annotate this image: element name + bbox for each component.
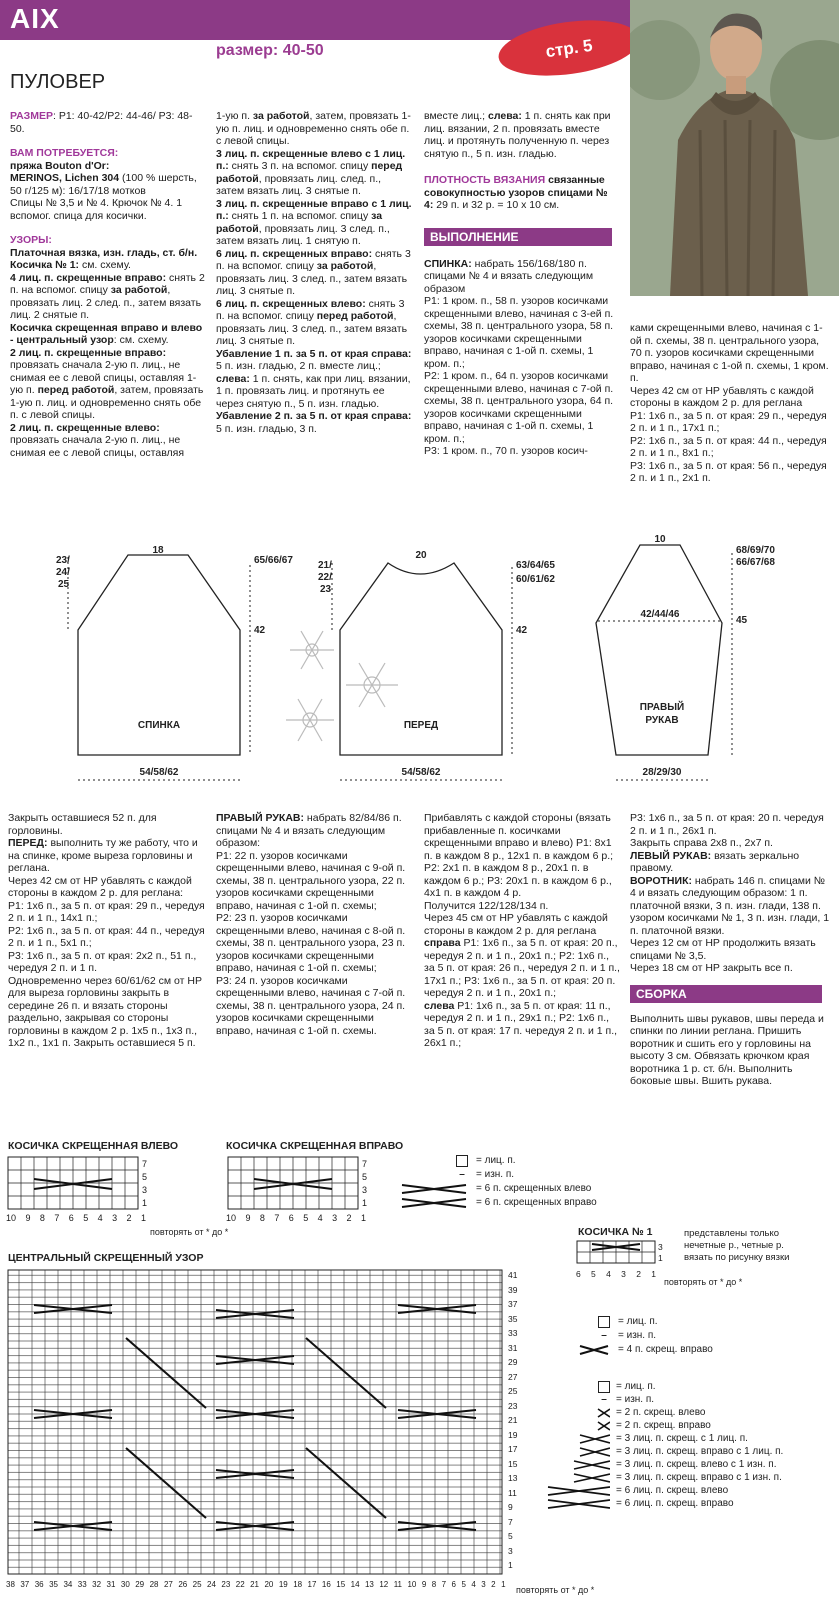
back-width-dim: 54/58/62 bbox=[139, 767, 179, 778]
central-chart-grid bbox=[6, 1268, 506, 1576]
col5-text-4: Р1: 1х6 п., за 5 п. от края: 29 п., чередуя 2 п. и 1 п., 14х1 п.; bbox=[8, 899, 205, 924]
col-number: 17 bbox=[307, 1580, 317, 1589]
row-number: 1 bbox=[658, 1253, 663, 1263]
front-piece bbox=[318, 550, 555, 780]
col-number: 20 bbox=[264, 1580, 274, 1589]
col-number: 37 bbox=[20, 1580, 30, 1589]
density-title: ПЛОТНОСТЬ ВЯЗАНИЯ bbox=[424, 174, 546, 186]
front-left-dim-3: 23 bbox=[320, 584, 332, 595]
chart-right-title: КОСИЧКА СКРЕЩЕННАЯ ВПРАВО bbox=[226, 1140, 404, 1152]
knit-icon bbox=[598, 1316, 610, 1328]
front-height-dim: 42 bbox=[516, 625, 528, 636]
page-title: ПУЛОВЕР bbox=[10, 71, 106, 93]
col-number: 15 bbox=[336, 1580, 346, 1589]
central-chart-title: ЦЕНТРАЛЬНЫЙ СКРЕЩЕННЫЙ УЗОР bbox=[8, 1252, 204, 1264]
kos1-grid bbox=[576, 1240, 660, 1268]
col-number: 2 bbox=[491, 1580, 496, 1589]
col7-text-3a: Через 45 см от НР убавлять с каждой стороны в каждом 2 р. для реглана bbox=[424, 912, 608, 937]
row-number: 11 bbox=[508, 1487, 517, 1498]
left-chart-rows bbox=[142, 1158, 147, 1210]
col-number: 6 bbox=[451, 1580, 456, 1589]
front-right-dim-1: 63/64/65 bbox=[516, 560, 555, 571]
col5-text-6: Р3: 1х6 п., за 5 п. от края: 2х2 п., 51 п., чередуя 2 п. и 1 п. bbox=[8, 949, 197, 974]
col2-title-3: 3 лиц. п. скрещенные вправо с 1 лиц. п.: bbox=[216, 197, 412, 222]
pattern-5-title: 2 лиц. п. скрещенные вправо: bbox=[10, 346, 167, 359]
col-number: 3 bbox=[481, 1580, 486, 1589]
yarn-brand: пряжа Bouton d'Or: bbox=[10, 159, 110, 172]
col-number: 10 bbox=[407, 1580, 417, 1589]
section-assembly: СБОРКА bbox=[630, 985, 822, 1003]
right-chart-rows bbox=[362, 1158, 367, 1210]
back-left-dim-1: 23/ bbox=[56, 555, 70, 566]
col-number: 10 bbox=[6, 1213, 17, 1223]
cross-6-left-icon bbox=[546, 1485, 610, 1497]
col2-text-4a: снять 3 п. на вспомог. спицу bbox=[216, 247, 411, 272]
col-number: 4 bbox=[317, 1213, 323, 1223]
row-number: 27 bbox=[508, 1371, 518, 1382]
back-piece bbox=[56, 545, 293, 780]
legend3-6-left: = 6 лиц. п. скрещ. влево bbox=[616, 1484, 729, 1496]
sleeve-height-dim: 45 bbox=[736, 615, 748, 626]
cross-3-1-right-icon bbox=[546, 1446, 610, 1458]
sleeve-width-dim: 42/44/46 bbox=[640, 609, 680, 620]
col-number: 26 bbox=[178, 1580, 188, 1589]
kos1-note-1: представлены только bbox=[684, 1228, 780, 1239]
row-number: 35 bbox=[508, 1313, 518, 1324]
pattern-4-text: : см. схему. bbox=[113, 334, 169, 346]
col-number: 29 bbox=[135, 1580, 145, 1589]
pattern-1: Платочная вязка, изн. гладь, ст. б/н. bbox=[10, 246, 198, 259]
col-number: 38 bbox=[6, 1580, 15, 1589]
back-text: набрать 156/168/180 п. спицами № 4 и вязать следующим образом bbox=[424, 257, 594, 295]
col3-text-1c: 1 п. снять как при лиц. вязании, 2 п. провязать вместе лиц. и протянуть полученную п. через снятую п., 5 п. изн. гладью. bbox=[424, 110, 611, 160]
legend3-3-1: = 3 лиц. п. скрещ. с 1 лиц. п. bbox=[616, 1432, 748, 1444]
pattern-3-title: 4 лиц. п. скрещенные вправо: bbox=[10, 271, 167, 284]
col-number: 27 bbox=[163, 1580, 173, 1589]
brand-logo: AIX bbox=[10, 3, 60, 34]
repeat-note-1: повторять от * до * bbox=[150, 1227, 229, 1237]
cross-2-right-icon bbox=[546, 1420, 610, 1432]
density-text-a: связанные совокупностью узоров спицами № 4: bbox=[424, 174, 608, 211]
cross-left-icon bbox=[400, 1183, 468, 1195]
col2-text-7: 5 п. изн. гладью, 3 п. bbox=[216, 422, 317, 435]
col8-text-1: Р3: 1х6 п., за 5 п. от края: 20 п. чередуя 2 п. и 1 п., 26х1 п. bbox=[630, 812, 824, 837]
col3-text-1b: слева: bbox=[487, 110, 522, 122]
pattern-3-text-c: , провязать лиц. 2 след. п., затем вязать лиц. 2 снятые п. bbox=[10, 284, 202, 321]
row-number: 17 bbox=[508, 1444, 518, 1454]
density-text-b: 29 п. и 32 р. = 10 х 10 см. bbox=[433, 199, 560, 211]
legend3-2-right: = 2 п. скрещ. вправо bbox=[616, 1419, 711, 1431]
row-number: 25 bbox=[508, 1386, 518, 1396]
knit-icon bbox=[456, 1155, 468, 1167]
left-sleeve-title: ЛЕВЫЙ РУКАВ: bbox=[630, 849, 712, 862]
kos1-rows bbox=[658, 1242, 663, 1264]
col-number: 2 bbox=[636, 1269, 641, 1279]
sleeve-cuff-dim: 28/29/30 bbox=[642, 767, 682, 778]
back-label: СПИНКА bbox=[137, 720, 181, 731]
col7-text-4a: слева bbox=[424, 999, 455, 1012]
col-number: 36 bbox=[34, 1580, 44, 1589]
pattern-6-text: провязать сначала 2-ую п. лиц., не снимая ее с левой спицы, оставляя bbox=[10, 434, 185, 459]
column-7 bbox=[424, 812, 620, 1050]
row-number: 31 bbox=[508, 1342, 518, 1353]
row-number: 19 bbox=[508, 1429, 518, 1440]
row-number: 7 bbox=[142, 1159, 148, 1169]
sleeve-piece bbox=[596, 534, 775, 780]
kos1-note-3: вязать по рисунку вязки bbox=[684, 1252, 790, 1263]
col-number: 9 bbox=[25, 1213, 31, 1223]
sleeve-right-dim-2: 66/67/68 bbox=[736, 557, 775, 568]
col2-title-2: 3 лиц. п. скрещенные влево с 1 лиц. п.: bbox=[216, 147, 406, 172]
col4-text-3: Р1: 1х6 п., за 5 п. от края: 29 п., чередуя 2 п. и 1 п., 17х1 п.; bbox=[630, 409, 827, 434]
row-number: 7 bbox=[362, 1159, 368, 1169]
pattern-4-title: Косичка скрещенная вправо и влево - центральный узор bbox=[10, 321, 203, 346]
col2-text-2c: , провязать лиц. след. п., затем вязать лиц. 3 снятые п. bbox=[216, 172, 382, 197]
central-col-numbers bbox=[6, 1578, 506, 1591]
col4-text-2: Через 42 см от НР убавлять с каждой стороны в каждом 2 р. для реглана bbox=[630, 384, 814, 409]
col-number: 7 bbox=[54, 1213, 60, 1223]
column-6 bbox=[216, 812, 412, 1037]
legend3-purl: = изн. п. bbox=[616, 1393, 655, 1405]
col4-text-5: Р3: 1х6 п., за 5 п. от края: 56 п., чередуя 2 п. и 1 п., 2х1 п. bbox=[630, 459, 827, 484]
size-label: РАЗМЕР bbox=[10, 110, 53, 122]
needles-text: Спицы № 3,5 и № 4. Крючок № 4. 1 вспомог. спица для косички. bbox=[10, 197, 183, 222]
col-number: 4 bbox=[471, 1580, 476, 1589]
legend2-knit: = лиц. п. bbox=[618, 1316, 658, 1327]
col-number: 5 bbox=[83, 1213, 89, 1223]
col2-text-3b: за работой bbox=[216, 210, 383, 235]
col-number: 1 bbox=[651, 1269, 656, 1279]
back-top-dim: 18 bbox=[152, 545, 164, 556]
sleeve-top-dim: 10 bbox=[654, 534, 666, 545]
col2-title-7: Убавление 2 п. за 5 п. от края справа: bbox=[216, 410, 412, 422]
col5-text-5: Р2: 1х6 п., за 5 п. от края: 44 п., чередуя 2 п. и 1 п., 5х1 п.; bbox=[8, 924, 205, 949]
size-text: : Р1: 40-42/Р2: 44-46/ Р3: 48-50. bbox=[10, 110, 193, 135]
materials-title: ВАМ ПОТРЕБУЕТСЯ: bbox=[10, 147, 119, 159]
col-number: 2 bbox=[126, 1213, 132, 1223]
col-number: 32 bbox=[92, 1580, 102, 1589]
col-number: 7 bbox=[274, 1213, 280, 1223]
back-row-3: Р3: 1 кром. п., 70 п. узоров косич- bbox=[424, 445, 588, 457]
kos1-cols bbox=[576, 1268, 656, 1281]
col-number: 6 bbox=[68, 1213, 74, 1223]
col-number: 8 bbox=[39, 1213, 45, 1223]
back-row-1: Р1: 1 кром. п., 58 п. узоров косичками скрещенными влево, начиная с 3-ей п. схемы, 38 п. центрального узора, 58 п. узоров косичками скрещенными вправо, начиная с 1-ой п. схемы, 1 кром. п.; bbox=[424, 295, 614, 370]
col2-text-6c: 1 п. снять, как при лиц. вязании, 1 п. провязать лиц. и протянуть ее через снятую п., 5 п. изн. гладью. bbox=[216, 372, 411, 410]
assembly-text: Выполнить швы рукавов, швы переда и спинки по линии реглана. Пришить воротник и сшить его у горловины на высоту 3 см. Обвязать крючком края воротника 1 р. ст. б/н. Выполнить боковые швы. Вшить рукава. bbox=[630, 1012, 824, 1087]
row-number: 5 bbox=[362, 1172, 368, 1182]
back-row-2: Р2: 1 кром. п., 64 п. узоров косичками скрещенными влево, начиная с 7-ой п. схемы, 38 п. центрального узора, 64 п. узоров косичками скрещенными вправо, начиная с 1-ой п. схемы, 1 кром. п.; bbox=[424, 370, 614, 445]
col-number: 5 bbox=[461, 1580, 466, 1589]
row-number: 15 bbox=[508, 1458, 518, 1469]
column-2 bbox=[216, 110, 412, 435]
back-left-dim-3: 25 bbox=[58, 579, 70, 590]
col-number: 33 bbox=[77, 1580, 87, 1589]
col-number: 28 bbox=[149, 1580, 159, 1589]
row-number: 1 bbox=[508, 1560, 513, 1570]
col-number: 16 bbox=[321, 1580, 331, 1589]
sleeve-label-2: РУКАВ bbox=[645, 715, 679, 726]
pattern-5-text-b: перед работой bbox=[37, 384, 115, 396]
pattern-5-text-c: , затем, провязать 1-ую п. лиц. и одновременно снять обе п. с левой спицы. bbox=[10, 384, 204, 421]
col-number: 31 bbox=[106, 1580, 116, 1589]
col5-text-3: Через 42 см от НР убавлять с каждой стороны в каждом 2 р. для реглана: bbox=[8, 874, 192, 899]
legend3-6-right: = 6 лиц. п. скрещ. вправо bbox=[616, 1497, 734, 1509]
right-sleeve-title: ПРАВЫЙ РУКАВ: bbox=[216, 812, 305, 824]
row-number: 41 bbox=[508, 1270, 518, 1280]
legend3-3-1-right: = 3 лиц. п. скрещ. вправо с 1 лиц. п. bbox=[616, 1445, 784, 1457]
col-number: 24 bbox=[207, 1580, 216, 1589]
column-3 bbox=[424, 110, 616, 458]
row-number: 21 bbox=[508, 1415, 518, 1425]
legend3-3-1p-left: = 3 лиц. п. скрещ. влево с 1 изн. п. bbox=[616, 1458, 777, 1470]
col-number: 25 bbox=[192, 1580, 202, 1589]
col-number: 8 bbox=[259, 1213, 265, 1223]
legend-purl: = изн. п. bbox=[476, 1169, 515, 1180]
cross-2-left-icon bbox=[546, 1407, 610, 1419]
front-left-dim-2: 22/ bbox=[318, 572, 332, 583]
back-left-dim-2: 24/ bbox=[56, 567, 70, 578]
col-number: 30 bbox=[120, 1580, 130, 1589]
col5-text-7: Одновременно через 60/61/62 см от НР для выреза горловины закрыть в середине 26 п. и вязать стороны раздельно, закрывая со стороны горловины в каждом 2 р. 1х5 п., 1х3 п., 1х2 п., 1х1 п. Закрыть оставшиеся 5 п. bbox=[8, 974, 202, 1049]
col6-text-4: Р3: 24 п. узоров косичками скрещенными влево, начиная с 7-ой п. схемы, 38 п. центрального узора, 24 п. узоров косичками скрещенными вправо, начиная с 1-ой п. схемы. bbox=[216, 974, 406, 1037]
legend3-3-1p-right: = 3 лиц. п. скрещ. вправо с 1 изн. п. bbox=[616, 1471, 782, 1483]
front-text: выполнить ту же работу, что и на спинке, кроме выреза горловины и реглана. bbox=[8, 837, 198, 874]
section-execution: ВЫПОЛНЕНИЕ bbox=[424, 228, 612, 246]
legend-1 bbox=[400, 1155, 620, 1209]
row-number: 1 bbox=[362, 1198, 368, 1208]
pattern-6-title: 2 лиц. п. скрещенные влево: bbox=[10, 421, 160, 434]
pattern-5-text-a: провязать сначала 2-ую п. лиц., не снимая ее с левой спицы, оставляя 1-ую п. bbox=[10, 359, 197, 396]
col-number: 21 bbox=[250, 1580, 260, 1589]
col8-text-6: Через 18 см от НР закрыть все п. bbox=[630, 962, 793, 974]
col-number: 5 bbox=[591, 1269, 596, 1279]
row-number: 5 bbox=[142, 1172, 148, 1182]
row-number: 1 bbox=[142, 1198, 148, 1208]
chart-left-title: КОСИЧКА СКРЕЩЕННАЯ ВЛЕВО bbox=[8, 1140, 179, 1152]
knit-icon bbox=[598, 1381, 610, 1393]
purl-icon: – bbox=[601, 1330, 607, 1341]
patterns-title: УЗОРЫ: bbox=[10, 234, 52, 246]
legend2-cross: = 4 п. скрещ. вправо bbox=[618, 1344, 713, 1355]
size-range: размер: 40-50 bbox=[216, 42, 324, 59]
col8-text-5: Через 12 см от НР продолжить вязать спицами № 3,5. bbox=[630, 937, 816, 962]
row-number: 3 bbox=[362, 1185, 368, 1195]
column-1 bbox=[10, 110, 206, 459]
cross-3-1p-right-icon bbox=[546, 1472, 610, 1484]
col-number: 3 bbox=[621, 1269, 626, 1279]
back-title: СПИНКА: bbox=[424, 257, 472, 270]
sleeve-right-dim-1: 68/69/70 bbox=[736, 545, 775, 556]
col-number: 6 bbox=[576, 1269, 581, 1279]
col-number: 3 bbox=[332, 1213, 338, 1223]
legend-cross-right: = 6 п. скрещенных вправо bbox=[476, 1197, 597, 1208]
col-number: 3 bbox=[112, 1213, 118, 1223]
col-number: 1 bbox=[501, 1580, 506, 1589]
col-number: 5 bbox=[303, 1213, 309, 1223]
legend-3 bbox=[546, 1380, 836, 1510]
front-label: ПЕРЕД bbox=[403, 720, 439, 731]
col2-text-4b: за работой bbox=[316, 260, 374, 272]
col-number: 22 bbox=[235, 1580, 245, 1589]
front-top-dim: 20 bbox=[415, 550, 427, 561]
legend3-knit: = лиц. п. bbox=[616, 1380, 656, 1392]
row-number: 5 bbox=[508, 1531, 513, 1541]
row-number: 9 bbox=[508, 1502, 513, 1512]
col-number: 13 bbox=[364, 1580, 374, 1589]
left-chart-cols bbox=[6, 1212, 146, 1225]
back-height-dim: 42 bbox=[254, 625, 266, 636]
purl-icon: – bbox=[601, 1393, 607, 1405]
col-number: 10 bbox=[226, 1213, 237, 1223]
col2-text-6b: слева: bbox=[216, 372, 250, 385]
right-chart-cols bbox=[226, 1212, 366, 1225]
col2-text-5a: снять 3 п. на вспомог. спицу bbox=[216, 297, 405, 322]
column-5 bbox=[8, 812, 208, 1050]
col2-text-1b: за работой bbox=[252, 110, 310, 122]
legend3-2-left: = 2 п. скрещ. влево bbox=[616, 1406, 706, 1418]
right-sleeve-text: набрать 82/84/86 п. спицами № 4 и вязать следующим образом: bbox=[216, 812, 402, 849]
collar-title: ВОРОТНИК: bbox=[630, 874, 692, 887]
col-number: 11 bbox=[393, 1580, 403, 1589]
central-row-numbers bbox=[508, 1268, 517, 1573]
row-number: 37 bbox=[508, 1299, 518, 1309]
legend-cross-left: = 6 п. скрещенных влево bbox=[476, 1183, 592, 1194]
row-number: 3 bbox=[658, 1242, 663, 1252]
garment-schematic bbox=[0, 525, 839, 795]
col7-text-4b: Р1: 1х6 п., за 5 п. от края: 11 п., чередуя 2 п. и 1 п., 29х1 п.; Р2: 1х6 п., за 5 п. от края: 17 п. чередуя 2 п. и 1 п., 26х1 п.; bbox=[424, 999, 618, 1049]
col-number: 23 bbox=[221, 1580, 231, 1589]
pattern-3-text-a: снять 2 п. на вспомог. спицу bbox=[10, 271, 205, 296]
col-number: 8 bbox=[431, 1580, 437, 1589]
col-number: 2 bbox=[346, 1213, 352, 1223]
col-number: 9 bbox=[245, 1213, 251, 1223]
col2-title-4: 6 лиц. п. скрещенных вправо: bbox=[216, 247, 373, 260]
column-4 bbox=[630, 322, 830, 485]
col7-text-3b: справа bbox=[424, 937, 461, 949]
col2-text-2a: снять 3 п. на вспомог. спицу bbox=[228, 160, 372, 172]
pattern-2-title: Косичка № 1: bbox=[10, 259, 80, 271]
front-width-dim: 54/58/62 bbox=[401, 767, 441, 778]
col2-title-6: Убавление 1 п. за 5 п. от края справа: bbox=[216, 347, 412, 360]
pattern-3-text-b: за работой bbox=[110, 284, 168, 296]
col7-text-1: Прибавлять с каждой стороны (вязать прибавленные п. косичками скрещенными вправо и влево) Р1: 8х1 п. в каждом 8 р., 12х1 п. в каждом 6 р.; Р2: 2х1 п. в каждом 8 р., 20х1 п. в каждом 6 р.; Р3: 20х1 п. в каждом 6 р., 4х1 п. в каждом 4 р. bbox=[424, 812, 614, 899]
col2-text-2b: перед работой bbox=[216, 160, 403, 185]
col2-text-3a: снять 1 п. на вспомог. спицу bbox=[228, 210, 372, 222]
pattern-2-text: см. схему. bbox=[79, 259, 131, 271]
snowflake-icon bbox=[286, 631, 398, 741]
row-number: 29 bbox=[508, 1357, 518, 1367]
col7-text-2: Получится 122/128/134 п. bbox=[424, 899, 549, 912]
col2-text-6a: 5 п. изн. гладью, 2 п. вместе лиц.; bbox=[216, 360, 381, 372]
col-number: 14 bbox=[350, 1580, 360, 1589]
col8-text-2: Закрыть справа 2х8 п., 2х7 п. bbox=[630, 837, 773, 849]
col-number: 19 bbox=[278, 1580, 288, 1589]
row-number: 23 bbox=[508, 1400, 518, 1411]
col-number: 35 bbox=[49, 1580, 58, 1589]
col2-text-5b: перед работой bbox=[316, 310, 394, 322]
front-title: ПЕРЕД: bbox=[8, 837, 48, 849]
col-number: 1 bbox=[360, 1213, 366, 1223]
col2-title-5: 6 лиц. п. скрещенных влево: bbox=[216, 297, 366, 310]
repeat-note-2: повторять от * до * bbox=[516, 1585, 595, 1595]
model-photo bbox=[630, 0, 839, 296]
col-number: 4 bbox=[97, 1213, 103, 1223]
col-number: 6 bbox=[288, 1213, 294, 1223]
left-sleeve-text: вязать зеркально правому. bbox=[630, 849, 800, 874]
row-number: 3 bbox=[508, 1545, 513, 1556]
cross-3-1-icon bbox=[546, 1433, 610, 1445]
row-number: 33 bbox=[508, 1328, 518, 1338]
kos1-title: КОСИЧКА № 1 bbox=[578, 1226, 653, 1238]
yarn-details: (100 % шерсть, 50 г/125 м): 16/17/18 мотков bbox=[10, 172, 197, 197]
purl-icon: – bbox=[459, 1169, 465, 1180]
col2-text-4c: , провязать лиц. 3 след. п., затем вязать лиц. 3 снятые п. bbox=[216, 260, 408, 297]
page-badge: стр. 5 bbox=[495, 12, 643, 83]
cross-3-1p-left-icon bbox=[546, 1459, 610, 1471]
col2-text-3c: , провязать лиц. 3 след. п., затем вязать лиц. 1 снятую п. bbox=[216, 222, 390, 247]
cross-4-right-icon bbox=[578, 1344, 610, 1356]
col-number: 34 bbox=[63, 1580, 73, 1589]
col5-text-1: Закрыть оставшиеся 52 п. для горловины. bbox=[8, 812, 157, 837]
legend-2 bbox=[578, 1316, 828, 1356]
chart-right-grid bbox=[228, 1157, 358, 1209]
col2-text-1a: 1-ую п. bbox=[216, 110, 253, 122]
row-number: 13 bbox=[508, 1473, 518, 1483]
front-right-dim-2: 60/61/62 bbox=[516, 574, 555, 585]
repeat-note-3: повторять от * до * bbox=[664, 1277, 743, 1287]
col3-text-1a: вместе лиц.; bbox=[424, 110, 488, 122]
col7-text-3c: Р1: 1х6 п., за 5 п. от края: 20 п., чередуя 2 п. и 1 п., 20х1 п.; Р2: 1х6 п., за 5 п. от края: 26 п., чередуя 2 п. и 1 п., 17х1 п.; Р3: 1х6 п., за 5 п. от края: 20 п. чередуя 2 п. и 1 п., 20х1 п.; bbox=[424, 937, 620, 999]
col4-text-1: ками скрещенными влево, начиная с 1-ой п. схемы, 38 п. центрального узора, 70 п. узоров косичками скрещенными вправо, начиная с 1-ой п. схемы, 1 кром. п. bbox=[630, 322, 829, 384]
column-8 bbox=[630, 812, 830, 1088]
col-number: 7 bbox=[441, 1580, 447, 1589]
back-right-dim: 65/66/67 bbox=[254, 555, 293, 566]
kos1-note-2: нечетные р., четные р. bbox=[684, 1240, 784, 1251]
col-number: 18 bbox=[293, 1580, 303, 1589]
row-number: 7 bbox=[508, 1516, 513, 1527]
col6-text-2: Р1: 22 п. узоров косичками скрещенными влево, начиная с 9-ой п. схемы, 38 п. центрального узора, 22 п. узоров косичками скрещенными вправо, начиная с 1-ой п. схемы; bbox=[216, 849, 406, 912]
cross-right-icon bbox=[400, 1197, 468, 1209]
sleeve-label-1: ПРАВЫЙ bbox=[639, 702, 685, 713]
col-number: 12 bbox=[379, 1580, 389, 1589]
col-number: 4 bbox=[606, 1269, 611, 1279]
col6-text-3: Р2: 23 п. узоров косичками скрещенными влево, начиная с 8-ой п. схемы, 38 п. центрального узора, 23 п. узоров косичками скрещенными вправо, начиная с 1-ой п. схемы; bbox=[216, 912, 406, 974]
legend2-purl: = изн. п. bbox=[618, 1330, 657, 1341]
col4-text-4: Р2: 1х6 п., за 5 п. от края: 44 п., чередуя 2 п. и 1 п., 8х1 п.; bbox=[630, 434, 827, 459]
collar-text: набрать 146 п. спицами № 4 и вязать следующим образом: 1 п. платочной вязки, 3 п. изн. глади, 138 п. узором косичками № 1, 3 п. изн. глади, 1 п. платочной вязки. bbox=[630, 874, 830, 937]
kos1-note bbox=[684, 1228, 789, 1264]
row-number: 39 bbox=[508, 1284, 518, 1295]
yarn-name: MERINOS, Lichen 304 bbox=[10, 172, 120, 184]
col2-text-5c: , провязать лиц. 3 след. п., затем вязать лиц. 3 снятые п. bbox=[216, 310, 408, 347]
chart-left-grid bbox=[8, 1157, 138, 1209]
col-number: 1 bbox=[140, 1213, 146, 1223]
cross-6-right-icon bbox=[546, 1498, 610, 1510]
col2-text-1c: , затем, провязать 1-ую п. лиц. и одновременно снять обе п. с левой спицы. bbox=[216, 110, 411, 147]
legend-knit: = лиц. п. bbox=[476, 1155, 516, 1166]
col-number: 9 bbox=[421, 1580, 427, 1589]
front-left-dim-1: 21/ bbox=[318, 560, 332, 571]
row-number: 3 bbox=[142, 1185, 148, 1195]
